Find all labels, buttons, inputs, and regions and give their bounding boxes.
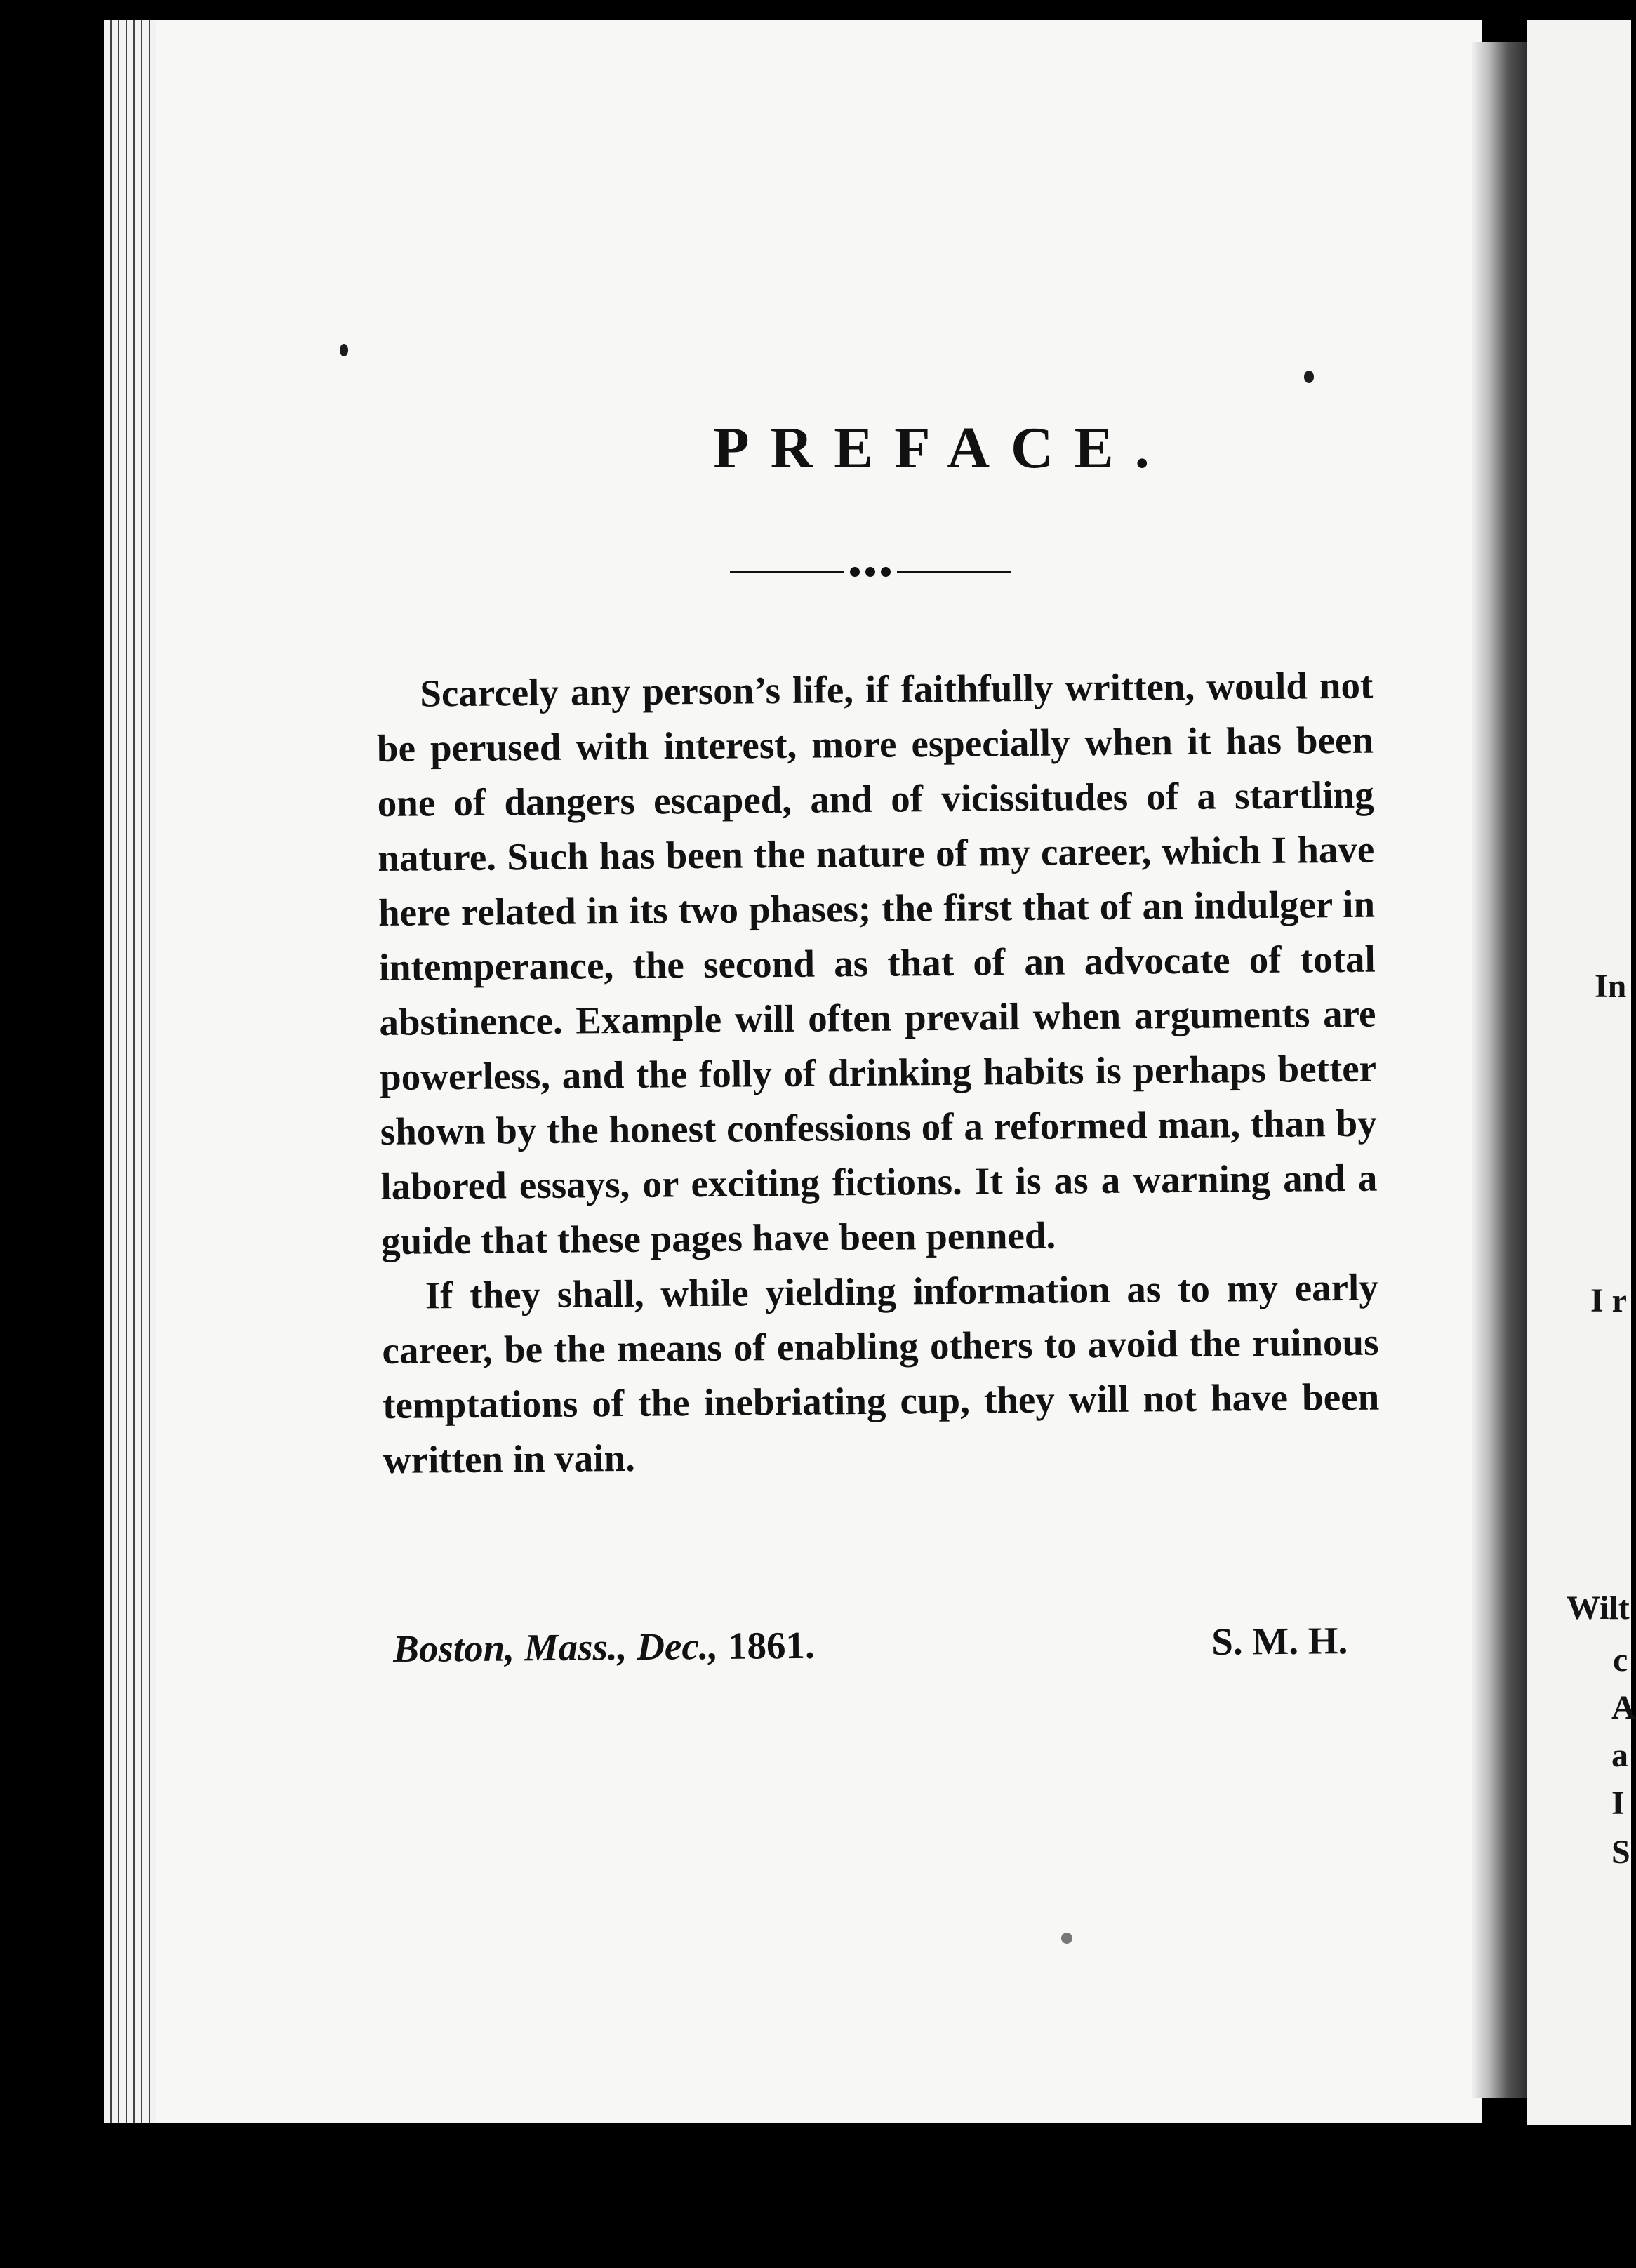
facing-fragment: In: [1595, 968, 1627, 1005]
page-edges: [104, 20, 160, 2123]
facing-fragment: S: [1611, 1834, 1630, 1871]
paragraph-2: If they shall, while yielding information as to my early career, be the means of enabling others to avoid the ruinous temptations of the inebriating cup, they will not have been written in vain.: [382, 1265, 1380, 1481]
facing-fragment: c: [1613, 1641, 1628, 1679]
signoff-year: 1861.: [727, 1623, 815, 1667]
paragraph-1: Scarcely any person’s life, if faithfully written, would not be perused with interest, more especially when it has been one of dangers escaped, and of vicissitudes of a startling nature. Such has been the nature of my career, which I have here related in its two phases; the first that of an indulger in intemperance, the second as that of an advocate of total abstinence. Example will often prevail when arguments are powerless, and the folly of drinking habits is perhaps better shown by the honest confessions of a reformed man, than by labored essays, or exciting fictions. It is as a warning and a guide that these pages have been penned.: [376, 663, 1378, 1262]
signoff-place: Boston, Mass., Dec.,: [393, 1624, 719, 1670]
ornamental-rule: [730, 567, 1011, 577]
facing-fragment: Wilt: [1567, 1589, 1630, 1627]
facing-fragment: a: [1611, 1737, 1628, 1774]
page-title: PREFACE.: [713, 415, 1171, 481]
signoff-initials: S. M. H.: [1211, 1619, 1348, 1663]
signoff: [393, 1618, 1348, 1671]
preface-body: [376, 658, 1380, 1488]
facing-fragment: A: [1611, 1689, 1636, 1726]
facing-page-edge: [1527, 20, 1636, 2125]
facing-fragment: I: [1611, 1785, 1625, 1822]
facing-fragment: I r: [1590, 1282, 1627, 1319]
